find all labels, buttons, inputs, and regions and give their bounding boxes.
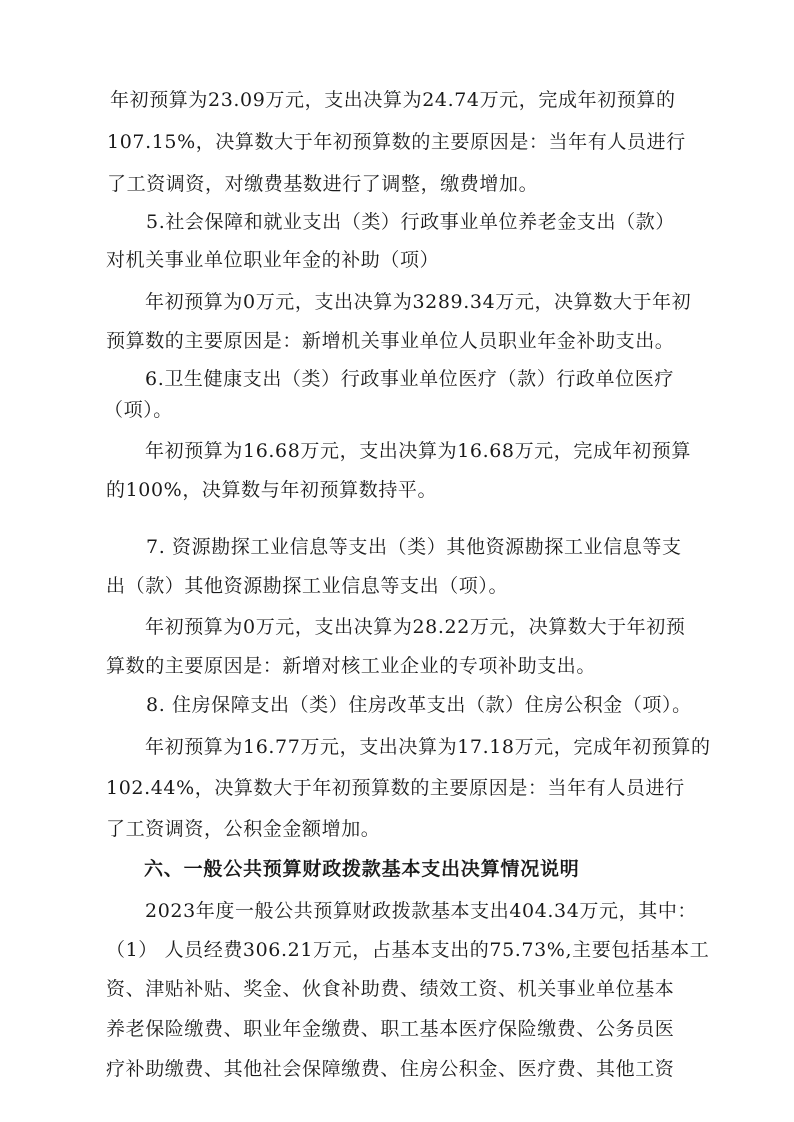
paragraph-line: 102.44%，决算数大于年初预算数的主要原因是：当年有人员进行: [106, 777, 685, 799]
section-item-title: （项）。: [104, 399, 173, 421]
section-item-title: 7. 资源勘探工业信息等支出（类）其他资源勘探工业信息等支: [146, 536, 682, 558]
section-item-title: 8. 住房保障支出（类）住房改革支出（款）住房公积金（项）。: [146, 694, 692, 716]
paragraph-line: 107.15%，决算数大于年初预算数的主要原因是：当年有人员进行: [107, 131, 686, 153]
paragraph-line: 了工资调资，对缴费基数进行了调整，缴费增加。: [107, 173, 539, 195]
paragraph-line: 疗补助缴费、其他社会保障缴费、住房公积金、医疗费、其他工资: [106, 1058, 675, 1080]
section-item-title: 对机关事业单位职业年金的补助（项）: [106, 249, 440, 271]
section-heading: 六、一般公共预算财政拨款基本支出决算情况说明: [144, 858, 580, 880]
paragraph-line: 年初预算为0万元，支出决算为3289.34万元，决算数大于年初: [145, 291, 692, 313]
paragraph-line: 年初预算为23.09万元，支出决算为24.74万元，完成年初预算的: [110, 89, 676, 111]
paragraph-line: 养老保险缴费、职业年金缴费、职工基本医疗保险缴费、公务员医: [106, 1018, 675, 1040]
section-item-title: 出（款）其他资源勘探工业信息等支出（项）。: [106, 575, 509, 597]
paragraph-line: （1） 人员经费306.21万元，占基本支出的75.73%,主要包括基本工: [106, 939, 710, 961]
paragraph-line: 年初预算为16.68万元，支出决算为16.68万元，完成年初预算: [145, 440, 691, 462]
paragraph-line: 资、津贴补贴、奖金、伙食补助费、绩效工资、机关事业单位基本: [106, 978, 675, 1000]
paragraph-line: 预算数的主要原因是：新增机关事业单位人员职业年金补助支出。: [106, 330, 675, 352]
paragraph-line: 年初预算为0万元，支出决算为28.22万元，决算数大于年初预: [145, 616, 686, 638]
paragraph-line: 算数的主要原因是：新增对核工业企业的专项补助支出。: [106, 655, 597, 677]
paragraph-line: 2023年度一般公共预算财政拨款基本支出404.34万元，其中：: [145, 900, 698, 922]
paragraph-line: 的100%，决算数与年初预算数持平。: [106, 479, 438, 501]
section-item-title: 5.社会保障和就业支出（类）行政事业单位养老金支出（款）: [146, 211, 675, 233]
section-item-title: 6.卫生健康支出（类）行政事业单位医疗（款）行政单位医疗: [145, 368, 674, 390]
paragraph-line: 年初预算为16.77万元，支出决算为17.18万元，完成年初预算的: [145, 736, 711, 758]
paragraph-line: 了工资调资，公积金金额增加。: [106, 818, 381, 840]
